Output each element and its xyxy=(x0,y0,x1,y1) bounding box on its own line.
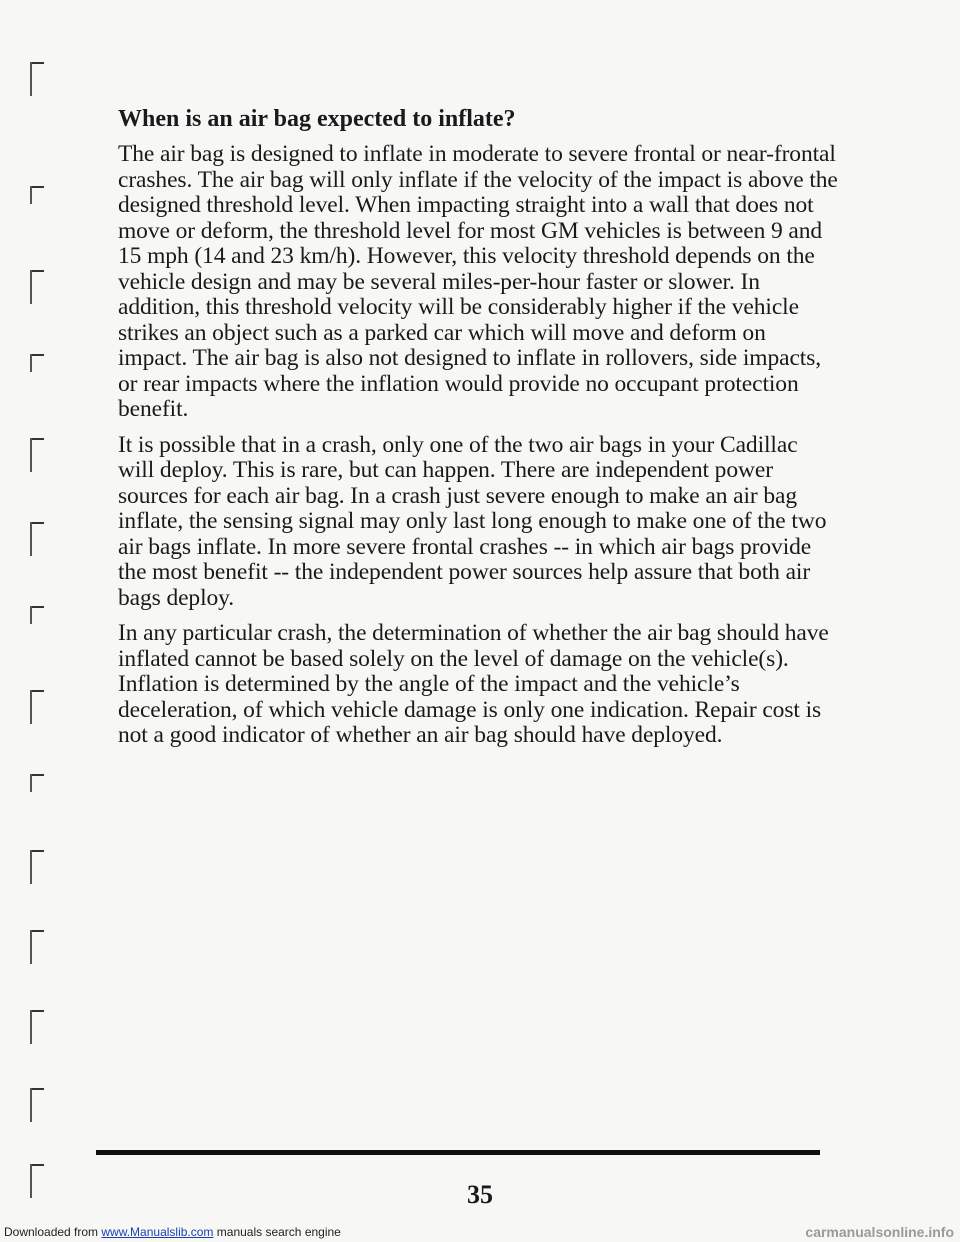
download-note xyxy=(4,1225,341,1239)
binding-mark xyxy=(8,354,48,394)
binding-mark xyxy=(8,690,48,730)
binding-mark xyxy=(8,186,48,226)
paragraph-inflation-threshold: The air bag is designed to inflate in moderate to severe frontal or near-frontal crashes. The air bag will only inflate if the velocity of the impact is above the designed threshold level. When impacting straight into a wall that does not move or deform, the threshold level for most GM vehicles is between 9 and 15 mph (14 and 23 km/h). However, this velocity threshold depends on the vehicle design and may be several miles-per-hour faster or slower. In addition, this threshold velocity will be considerably higher if the vehicle strikes an object such as a parked car which will move and deform on impact. The air bag is also not designed to inflate in rollovers, side impacts, or rear impacts where the inflation would provide no occupant protection benefit. xyxy=(118,141,838,422)
download-prefix: Downloaded from xyxy=(4,1225,102,1239)
binding-mark xyxy=(8,522,48,562)
footer-rule xyxy=(96,1150,820,1155)
page-number: 35 xyxy=(467,1180,493,1209)
paragraph-damage-assessment: In any particular crash, the determination of whether the air bag should have inflated cannot be based solely on the level of damage on the vehicle(s). Inflation is determined by the angle of the impact and the vehicle’s deceleration, of which vehicle damage is only one indication. Repair cost is not a good indicator of whether an air bag should have deployed. xyxy=(118,620,829,748)
page-content xyxy=(118,104,838,759)
paragraph-dual-deployment: It is possible that in a crash, only one of the two air bags in your Cadillac will deploy. This is rare, but can happen. There are independent power sources for each air bag. In a crash just severe enough to make an air bag inflate, the sensing signal may only last long enough to make one of the two air bags inflate. In more severe frontal crashes -- in which air bags provide the most benefit -- the independent power sources help assure that both air bags deploy. xyxy=(118,431,827,611)
manualslib-link[interactable]: www.Manualslib.com xyxy=(101,1225,214,1239)
binding-mark xyxy=(8,930,48,970)
binding-marks xyxy=(8,0,68,1242)
binding-mark xyxy=(8,438,48,478)
binding-mark xyxy=(8,850,48,890)
binding-mark xyxy=(8,774,48,814)
download-suffix: manuals search engine xyxy=(213,1225,341,1239)
binding-mark xyxy=(8,62,48,102)
binding-mark xyxy=(8,606,48,646)
watermark-text: carmanualsonline.info xyxy=(805,1224,954,1240)
section-heading: When is an air bag expected to inflate? xyxy=(118,106,516,132)
binding-mark xyxy=(8,1010,48,1050)
binding-mark xyxy=(8,1088,48,1128)
binding-mark xyxy=(8,270,48,310)
download-footer xyxy=(0,1222,960,1242)
